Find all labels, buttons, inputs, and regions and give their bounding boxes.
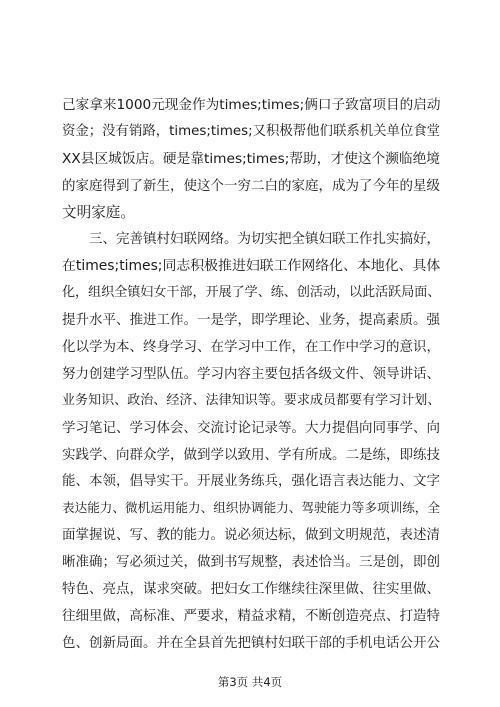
text-line: 在times;times;同志积极推进妇联工作网络化、本地化、具体 <box>62 258 441 275</box>
text-line: 的家庭得到了新生，使这个一穷二白的家庭，成为了今年的星级 <box>62 177 440 194</box>
text-line: 往细里做，高标准、严要求，精益求精，不断创造亮点、打造特 <box>62 607 440 624</box>
text-line: 表达能力、微机运用能力、组织协调能力、驾驶能力等多项训练，全 <box>62 500 440 516</box>
text-line: 化以学为本、终身学习、在学习中工作，在工作中学习的意识， <box>62 339 440 356</box>
text-line: 三、完善镇村妇联网络。为切实把全镇妇联工作扎实搞好， <box>62 231 440 248</box>
text-line: 文明家庭。 <box>62 203 135 221</box>
text-line: 化，组织全镇妇女干部，开展了学、练、创活动，以此活跃局面、 <box>62 285 441 301</box>
text-line: 努力创建学习型队伍。学习内容主要包括各级文件、领导讲话、 <box>62 365 440 382</box>
text-line: 特色、亮点，谋求突破。把妇女工作继续往深里做、往实里做、 <box>62 581 440 598</box>
text-line: 学习笔记、学习体会、交流讨论记录等。大力提倡向同事学、向 <box>62 419 440 436</box>
text-line: 己家拿来1000元现金作为times;times;俩口子致富项目的启动 <box>62 97 441 113</box>
text-line: 色、创新局面。并在全县首先把镇村妇联干部的手机电话公开公 <box>62 634 440 651</box>
text-line: 能、本领，倡导实干。开展业务练兵，强化语言表达能力、文字 <box>62 473 440 490</box>
text-line: 提升水平、推进工作。一是学，即学理论、业务，提高素质。强 <box>62 312 440 329</box>
page-footer: 第3页 共4页 <box>217 675 283 689</box>
text-line: 资金；没有销路，times;times;又积极帮他们联系机关单位食堂 <box>62 123 441 139</box>
text-line: XX县区城饭店。硬是靠times;times;帮助，才使这个濒临绝境 <box>62 150 440 167</box>
body-text <box>62 92 440 657</box>
text-line: 业务知识、政治、经济、法律知识等。要求成员都要有学习计划、 <box>62 392 441 408</box>
text-line: 实践学、向群众学，做到学以致用、学有所成。二是练，即练技 <box>62 446 440 463</box>
text-line: 面掌握说、写、教的能力。说必须达标，做到文明规范，表述清 <box>62 527 440 544</box>
text-line: 晰准确；写必须过关，做到书写规整，表述恰当。三是创，即创 <box>62 554 440 571</box>
